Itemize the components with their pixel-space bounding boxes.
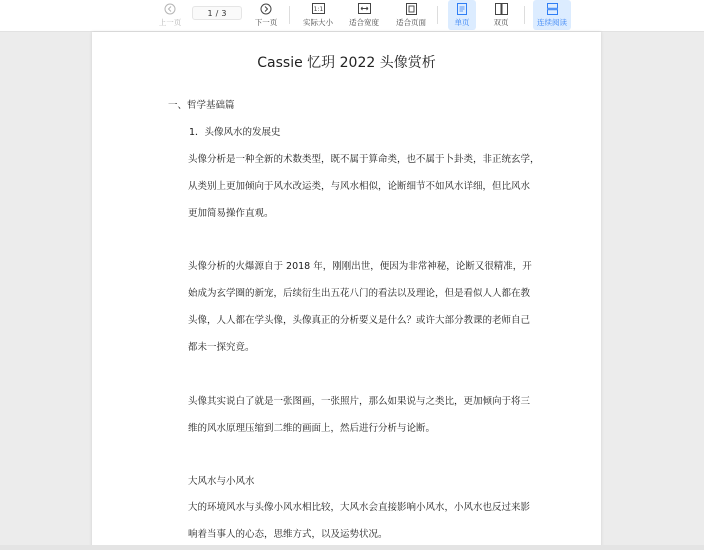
continuous-reading-label: 连续阅读 (537, 18, 567, 27)
svg-text:1:1: 1:1 (313, 6, 323, 13)
single-page-icon (457, 2, 467, 15)
paragraph-line: 响着当事人的心态，思维方式，以及运势状况。 (188, 529, 388, 540)
fit-page-label: 适合页面 (396, 18, 426, 27)
actual-size-button[interactable] (300, 0, 336, 30)
prev-page-button[interactable] (156, 0, 184, 30)
subsection-heading: 1．头像风水的发展史 (189, 127, 281, 138)
paragraph-line: 头像其实说白了就是一张图画，一张照片，那么如果说与之类比，更加倾向于将三 (188, 396, 531, 407)
current-page-number: 1 (207, 8, 213, 18)
actual-size-icon (312, 2, 325, 15)
paragraph-line: 更加简易操作直观。 (188, 208, 274, 219)
paragraph-line: 头像分析是一种全新的术数类型，既不属于算命类，也不属于卜卦类，非正统玄学， (188, 154, 540, 165)
single-page-label: 单页 (454, 18, 470, 27)
paragraph-line: 都未一探究竟。 (188, 342, 255, 353)
horizontal-scrollbar[interactable] (0, 545, 704, 550)
prev-page-label: 上一页 (158, 18, 182, 27)
viewer-toolbar (0, 0, 704, 32)
paragraph-line: 始成为玄学圈的新宠，后续衍生出五花八门的看法以及理论，但是看似人人都在教 (188, 288, 531, 299)
page-separator: / (215, 8, 219, 18)
fit-page-icon (406, 2, 417, 15)
toolbar-divider (289, 6, 290, 24)
paragraph-line: 大的环境风水与头像小风水相比较，大风水会直接影响小风水，小风水也反过来影 (188, 502, 531, 513)
document-page (92, 32, 601, 550)
sub-heading: 大风水与小风水 (188, 476, 255, 487)
document-title: Cassie 忆玥 2022 头像赏析 (257, 55, 436, 71)
single-page-button[interactable] (448, 0, 476, 30)
paragraph-line: 头像分析的火爆源自于 2018 年，刚刚出世，便因为非常神秘，论断又很精准，开 (188, 261, 532, 272)
fit-width-button[interactable] (346, 0, 382, 30)
toolbar-divider (524, 6, 525, 24)
fit-width-icon (358, 2, 371, 15)
toolbar-divider (437, 6, 438, 24)
continuous-scroll-icon (547, 2, 558, 15)
arrow-left-circle-icon (164, 2, 176, 15)
actual-size-label: 实际大小 (303, 18, 333, 27)
total-pages: 3 (221, 8, 227, 18)
double-page-label: 双页 (493, 18, 509, 27)
paragraph-line: 维的风水原理压缩到二维的画面上，然后进行分析与论断。 (188, 423, 436, 434)
next-page-button[interactable] (252, 0, 280, 30)
arrow-right-circle-icon (260, 2, 272, 15)
page-indicator[interactable] (192, 6, 242, 20)
double-page-icon (495, 2, 508, 15)
paragraph-line: 从类别上更加倾向于风水改运类，与风水相似，论断细节不如风水详细，但比风水 (188, 181, 531, 192)
double-page-button[interactable] (487, 0, 515, 30)
fit-page-button[interactable] (393, 0, 429, 30)
paragraph-line: 头像，人人都在学头像，头像真正的分析要义是什么？或许大部分教课的老师自己 (188, 315, 531, 326)
continuous-reading-button[interactable] (533, 0, 571, 30)
section-heading: 一、哲学基础篇 (168, 100, 235, 111)
fit-width-label: 适合宽度 (349, 18, 379, 27)
next-page-label: 下一页 (254, 18, 278, 27)
